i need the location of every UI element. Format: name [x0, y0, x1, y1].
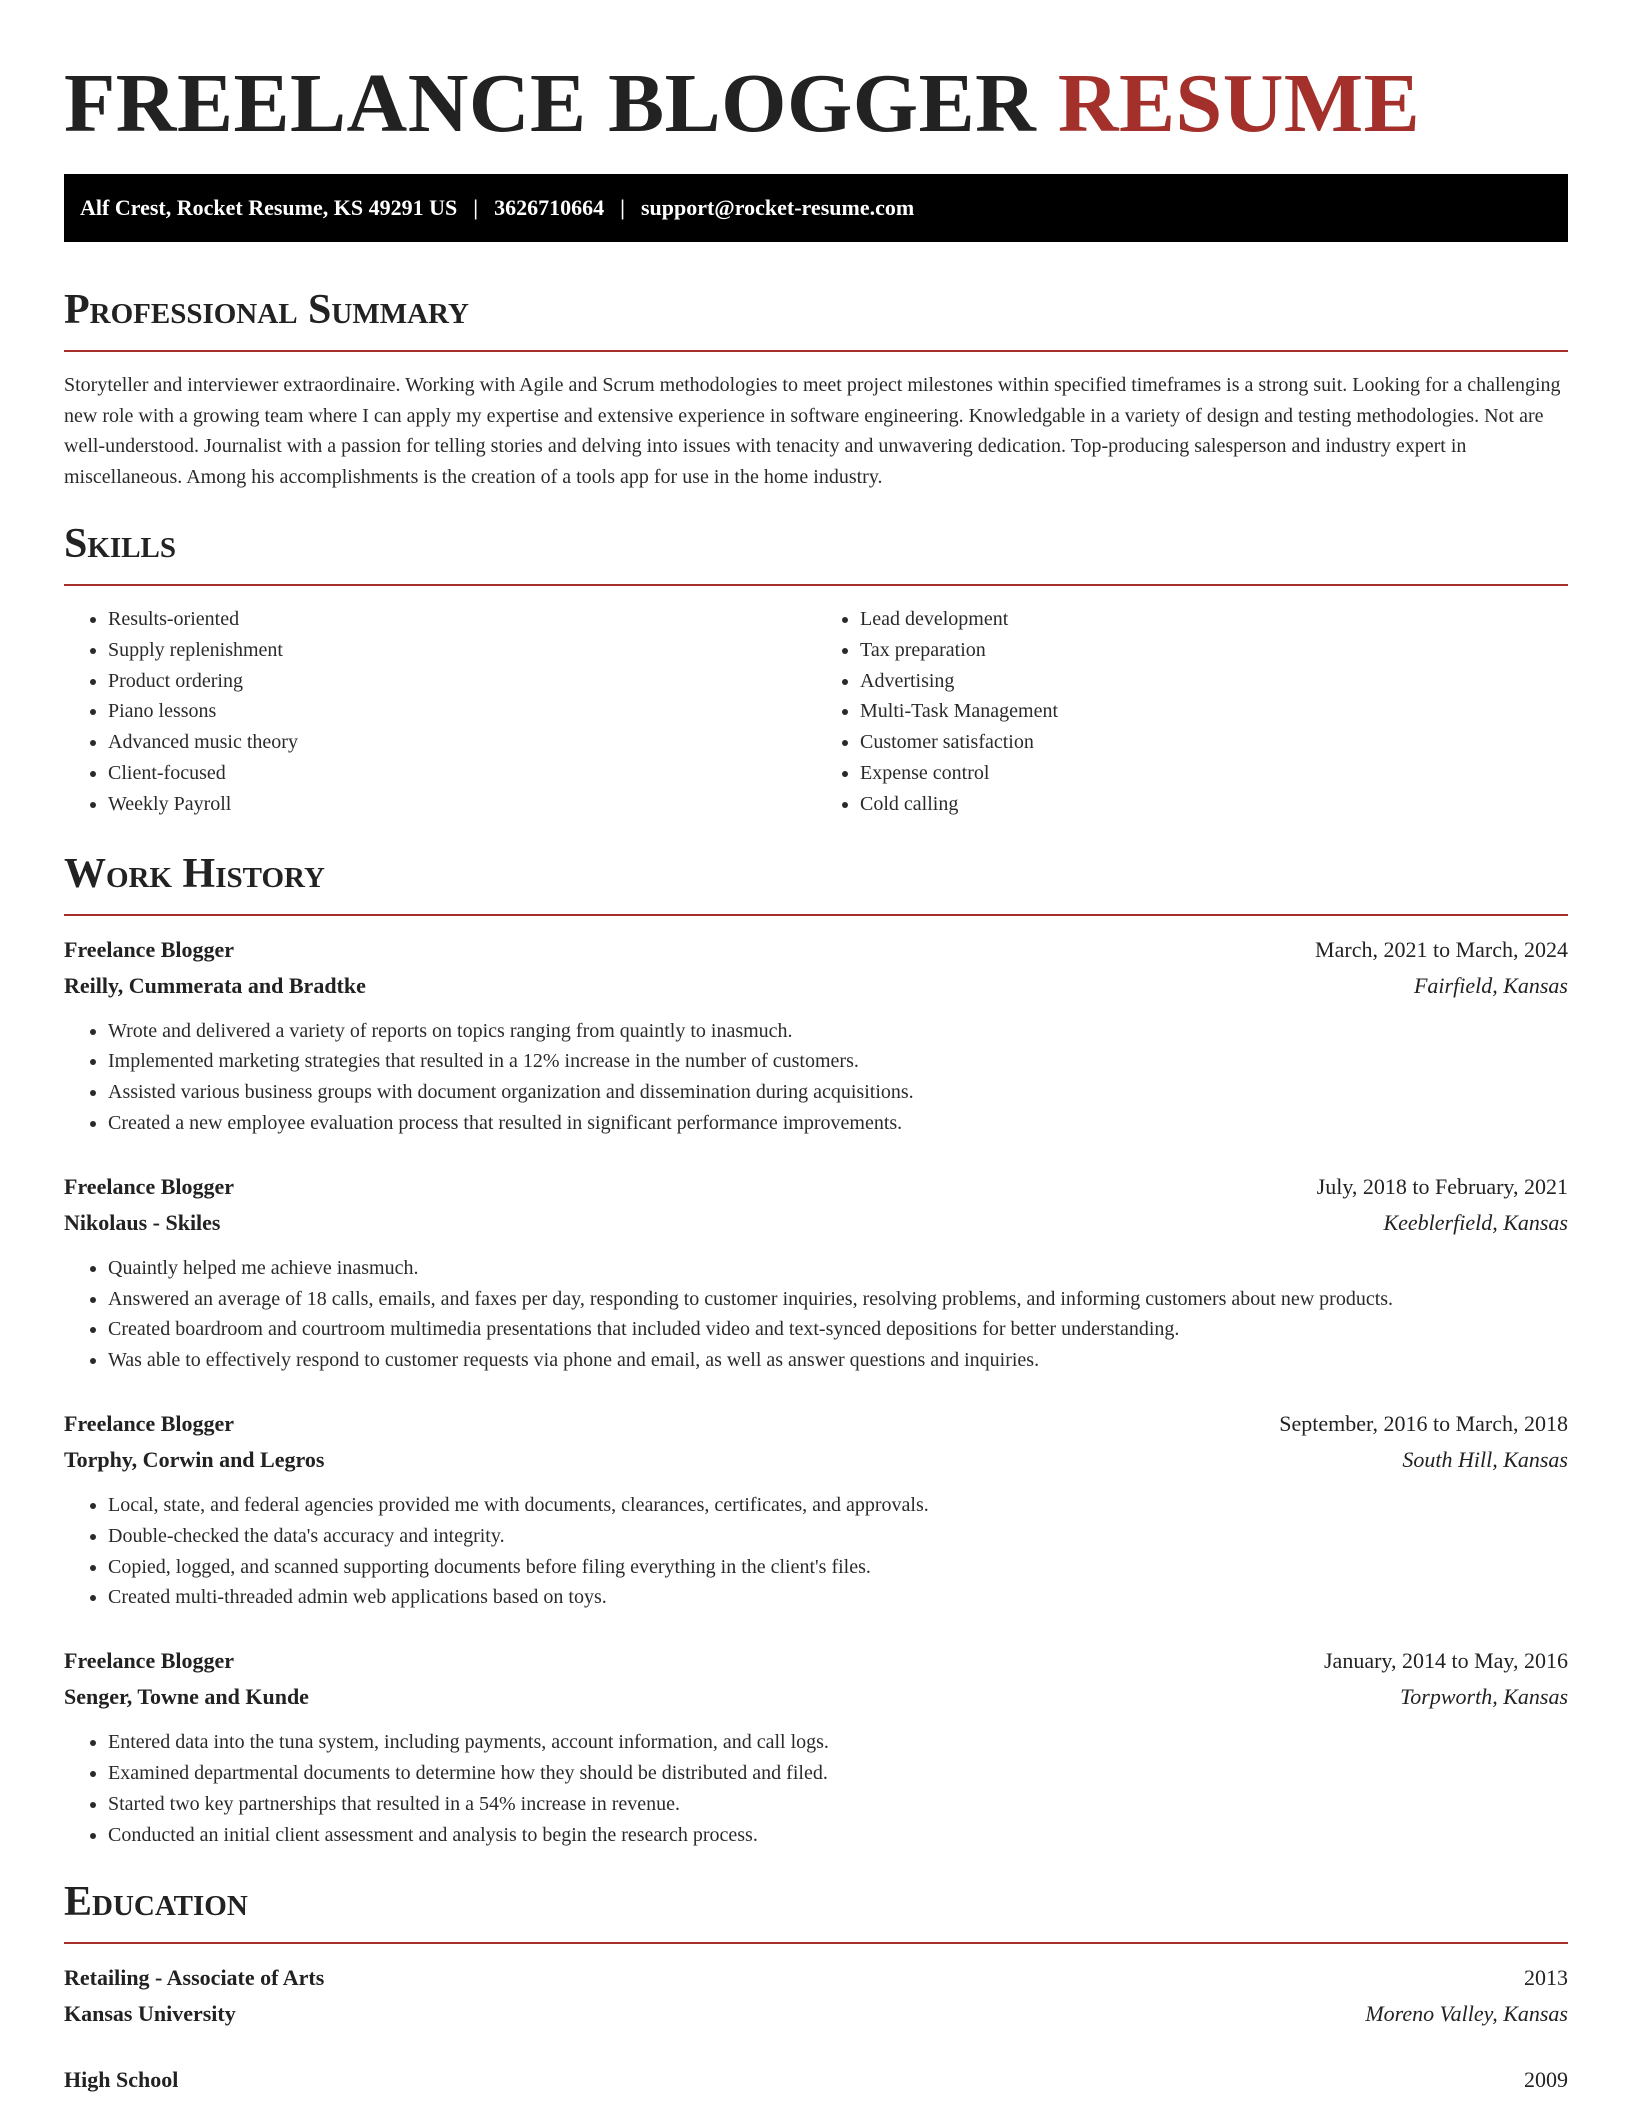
- job-bullet: • Created a new employee evaluation process that resulted in significant performance improvements.: [108, 1108, 1568, 1139]
- skill-item: • Weekly Payroll: [108, 789, 816, 820]
- skill-item: • Product ordering: [108, 666, 816, 697]
- section-divider: [64, 1942, 1568, 1944]
- job-bullet: • Entered data into the tuna system, including payments, account information, and call logs.: [108, 1727, 1568, 1758]
- skills-left-list: [64, 604, 816, 820]
- contact-bar: [64, 174, 1568, 242]
- job-dates: January, 2014 to May, 2016: [1324, 1648, 1568, 1674]
- job-title: Freelance Blogger: [64, 1410, 235, 1436]
- education-section: [64, 1878, 1568, 2098]
- job-bullet: • Copied, logged, and scanned supporting documents before filing everything in the client's files.: [108, 1552, 1568, 1583]
- skill-item: • Results-oriented: [108, 604, 816, 635]
- education-degree: Retailing - Associate of Arts: [64, 1965, 325, 1991]
- skill-item: • Cold calling: [860, 789, 1568, 820]
- job-bullet: • Implemented marketing strategies that resulted in a 12% increase in the number of customers.: [108, 1046, 1568, 1077]
- job-company: Torphy, Corwin and Legros: [64, 1446, 325, 1472]
- skill-item: • Tax preparation: [860, 635, 1568, 666]
- job-company: Nikolaus - Skiles: [64, 1209, 221, 1235]
- contact-email[interactable]: support@rocket-resume.com: [640, 195, 915, 220]
- job-bullets: [64, 1727, 1568, 1850]
- job-bullet: • Double-checked the data's accuracy and integrity.: [108, 1521, 1568, 1552]
- job-bullet: • Examined departmental documents to determine how they should be distributed and filed.: [108, 1758, 1568, 1789]
- job-dates: September, 2016 to March, 2018: [1279, 1410, 1568, 1436]
- job-bullets: [64, 1490, 1568, 1613]
- job-location: Fairfield, Kansas: [1413, 972, 1568, 998]
- job-bullet: • Created multi-threaded admin web applications based on toys.: [108, 1582, 1568, 1613]
- skill-item: • Client-focused: [108, 758, 816, 789]
- job-title: Freelance Blogger: [64, 936, 235, 962]
- job-bullet: • Local, state, and federal agencies provided me with documents, clearances, certificates, and approvals.: [108, 1490, 1568, 1521]
- education-school: Kansas University: [64, 2001, 236, 2027]
- skill-item: • Supply replenishment: [108, 635, 816, 666]
- contact-separator: |: [473, 195, 479, 220]
- job-bullet: • Started two key partnerships that resulted in a 54% increase in revenue.: [108, 1789, 1568, 1820]
- section-divider: [64, 350, 1568, 352]
- skills-right-list: [816, 604, 1568, 820]
- contact-separator: |: [620, 195, 625, 220]
- job-bullets: [64, 1253, 1568, 1376]
- job-location: South Hill, Kansas: [1402, 1446, 1568, 1472]
- education-entry: [64, 1960, 1568, 2032]
- job-bullet: • Conducted an initial client assessment and analysis to begin the research process.: [108, 1820, 1568, 1851]
- skill-item: • Advertising: [860, 666, 1568, 697]
- work-heading: Work History: [64, 850, 325, 897]
- skills-heading: Skills: [64, 521, 177, 567]
- contact-address: Alf Crest, Rocket Resume, KS 49291 US: [80, 195, 458, 220]
- education-entry: [64, 2062, 1568, 2098]
- job-entry: [64, 1643, 1568, 1850]
- job-company: Senger, Towne and Kunde: [64, 1684, 309, 1710]
- work-section: [64, 850, 1568, 1851]
- job-bullets: [64, 1016, 1568, 1139]
- job-entry: [64, 1406, 1568, 1613]
- job-location: Keeblerfield, Kansas: [1383, 1209, 1568, 1235]
- job-entry: [64, 1169, 1568, 1376]
- title-main: FREELANCE BLOGGER: [64, 57, 1037, 150]
- job-bullet: • Created boardroom and courtroom multimedia presentations that included video and text-synced depositions for better understanding.: [108, 1314, 1568, 1345]
- skill-item: • Customer satisfaction: [860, 727, 1568, 758]
- job-bullet: • Answered an average of 18 calls, emails, and faxes per day, responding to customer inquiries, resolving problems, and informing customers about new products.: [108, 1284, 1568, 1315]
- skill-item: • Piano lessons: [108, 696, 816, 727]
- section-divider: [64, 584, 1568, 586]
- skill-item: • Advanced music theory: [108, 727, 816, 758]
- resume-page: [64, 0, 1568, 2098]
- job-dates: March, 2021 to March, 2024: [1315, 936, 1568, 962]
- skills-section: [64, 520, 1568, 820]
- skill-item: • Multi-Task Management: [860, 696, 1568, 727]
- education-year: 2009: [1524, 2067, 1568, 2093]
- skill-item: • Expense control: [860, 758, 1568, 789]
- education-location: Moreno Valley, Kansas: [1365, 2001, 1568, 2027]
- job-company: Reilly, Cummerata and Bradtke: [64, 972, 366, 998]
- job-dates: July, 2018 to February, 2021: [1316, 1173, 1568, 1199]
- job-entry: [64, 932, 1568, 1139]
- skill-item: • Lead development: [860, 604, 1568, 635]
- job-title: Freelance Blogger: [64, 1173, 235, 1199]
- skills-columns: [64, 604, 1568, 820]
- job-bullet: • Assisted various business groups with document organization and dissemination during acquisitions.: [108, 1077, 1568, 1108]
- summary-section: [64, 286, 1568, 492]
- summary-text: Storyteller and interviewer extraordinaire. Working with Agile and Scrum methodologies to meet project milestones within specified timeframes is a strong suit. Looking for a challenging new role with a growing team where I can apply my expertise and extensive experience in software engineering. Knowledgable in a variety of design and testing methodologies. Not are well-understood. Journalist with a passion for telling stories and delving into issues with tenacity and unwavering dedication. Top-producing salesperson and industry expert in miscellaneous. Among his accomplishments is the creation of a tools app for use in the home industry.: [64, 374, 1561, 488]
- job-bullet: • Quaintly helped me achieve inasmuch.: [108, 1253, 1568, 1284]
- education-degree: High School: [64, 2067, 179, 2093]
- job-title: Freelance Blogger: [64, 1648, 235, 1674]
- summary-heading: Professional Summary: [64, 287, 469, 333]
- job-location: Torpworth, Kansas: [1400, 1684, 1568, 1710]
- section-divider: [64, 914, 1568, 916]
- education-heading: Education: [64, 1879, 248, 1926]
- resume-title: [64, 58, 1568, 150]
- title-accent: RESUME: [1057, 57, 1421, 150]
- education-year: 2013: [1524, 1965, 1568, 1991]
- job-bullet: • Was able to effectively respond to customer requests via phone and email, as well as answer questions and inquiries.: [108, 1345, 1568, 1376]
- job-bullet: • Wrote and delivered a variety of reports on topics ranging from quaintly to inasmuch.: [108, 1016, 1568, 1047]
- contact-phone[interactable]: 3626710664: [494, 195, 605, 220]
